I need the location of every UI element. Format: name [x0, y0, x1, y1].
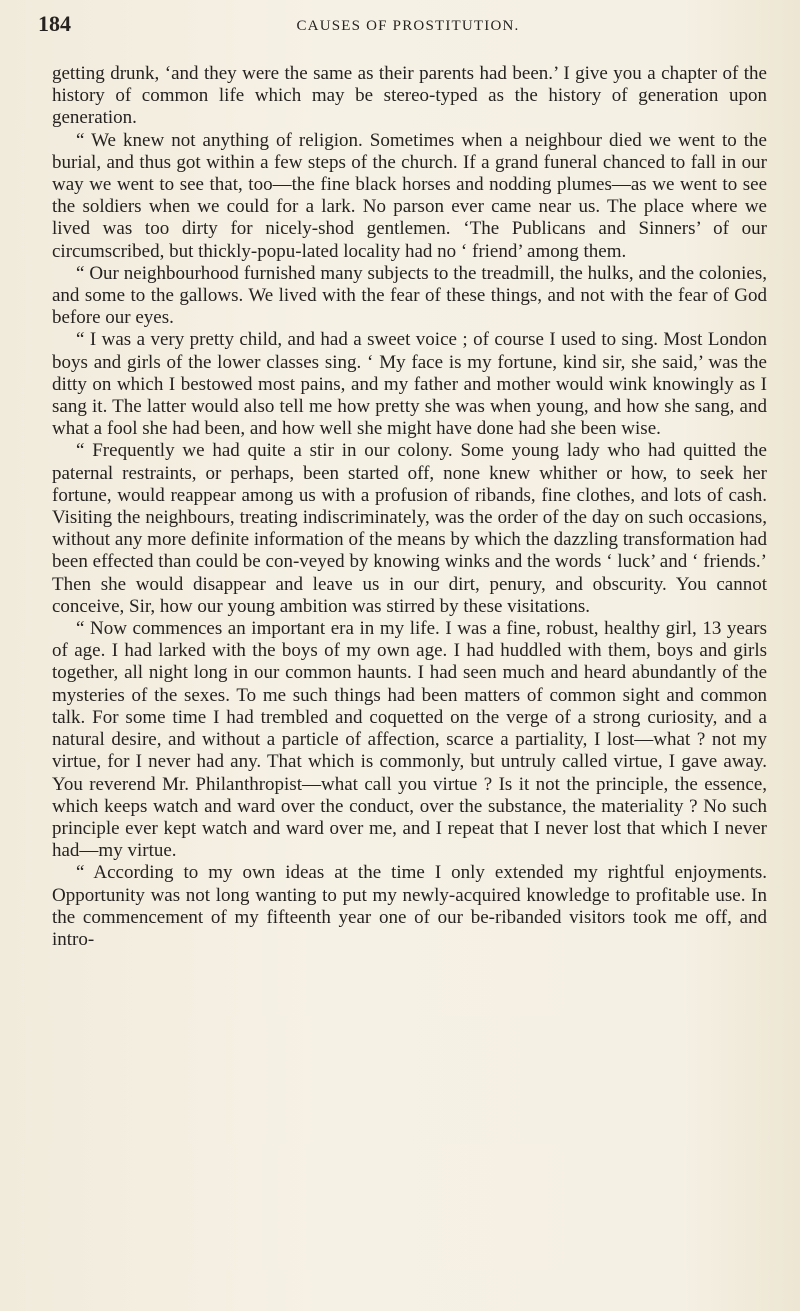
paragraph: “ Frequently we had quite a stir in our colony. Some young lady who had quitted the paternal restraints, or perhaps, been started off, none knew whither or how, to seek her fortune, would reappear among us with a profusion of ribands, fine clothes, and lots of cash. Visiting the neighbours, treating indiscriminately, was the order of the day on such occasions, without any more definite information of the means by which the dazzling transformation had been effected than could be con-veyed by knowing winks and the words ‘ luck’ and ‘ friends.’ Then she would disappear and leave us in our dirt, penury, and obscurity. You cannot conceive, Sir, how our young ambition was stirred by these visitations. — [52, 440, 767, 617]
paragraph: getting drunk, ‘and they were the same as their parents had been.’ I give you a chapter of the history of common life which may be stereo-typed as the history of generation upon generation. — [52, 63, 767, 129]
paragraph: “ Now commences an important era in my life. I was a fine, robust, healthy girl, 13 years of age. I had larked with the boys of my own age. I had huddled with them, boys and girls together, all night long in our common haunts. I had seen much and heard abundantly of the mysteries of the sexes. To me such things had been matters of common sight and common talk. For some time I had trembled and coquetted on the verge of a strong curiosity, and a natural desire, and without a particle of affection, scarce a partiality, I lost—what ? not my virtue, for I never had any. That which is commonly, but untruly called virtue, I gave away. You reverend Mr. Philanthropist—what call you virtue ? Is it not the principle, the essence, which keeps watch and ward over the conduct, over the substance, the materiality ? No such principle ever kept watch and ward over me, and I repeat that I never lost that which I never had—my virtue. — [52, 618, 767, 862]
paragraph: “ We knew not anything of religion. Sometimes when a neighbour died we went to the burial, and thus got within a few steps of the church. If a grand funeral chanced to fall in our way we went to see that, too—the fine black horses and nodding plumes—as we went to see the soldiers when we could for a lark. No parson ever came near us. The place where we lived was too dirty for nicely-shod gentlemen. ‘The Publicans and Sinners’ of our circumscribed, but thickly-popu-lated locality had no ‘ friend’ among them. — [52, 129, 767, 262]
paragraph: “ According to my own ideas at the time I only extended my rightful enjoyments. Opportunity was not long wanting to put my newly-acquired knowledge to profitable use. In the commencement of my fifteenth year one of our be-ribanded visitors took me off, and intro- — [52, 862, 767, 950]
body-text — [52, 63, 767, 951]
paragraph: “ I was a very pretty child, and had a sweet voice ; of course I used to sing. Most London boys and girls of the lower classes sing. ‘ My face is my fortune, kind sir, she said,’ was the ditty on which I bestowed most pains, and my father and mother would wink knowingly as I sang it. The latter would also tell me how pretty she was when young, and how she sang, and what a fool she had been, and how well she might have done had she been wise. — [52, 329, 767, 440]
running-head — [38, 11, 778, 45]
running-title: CAUSES OF PROSTITUTION. — [296, 18, 520, 34]
page-number: 184 — [38, 11, 71, 36]
paragraph: “ Our neighbourhood furnished many subjects to the treadmill, the hulks, and the colonies, and some to the gallows. We lived with the fear of these things, and not with the fear of God before our eyes. — [52, 262, 767, 329]
